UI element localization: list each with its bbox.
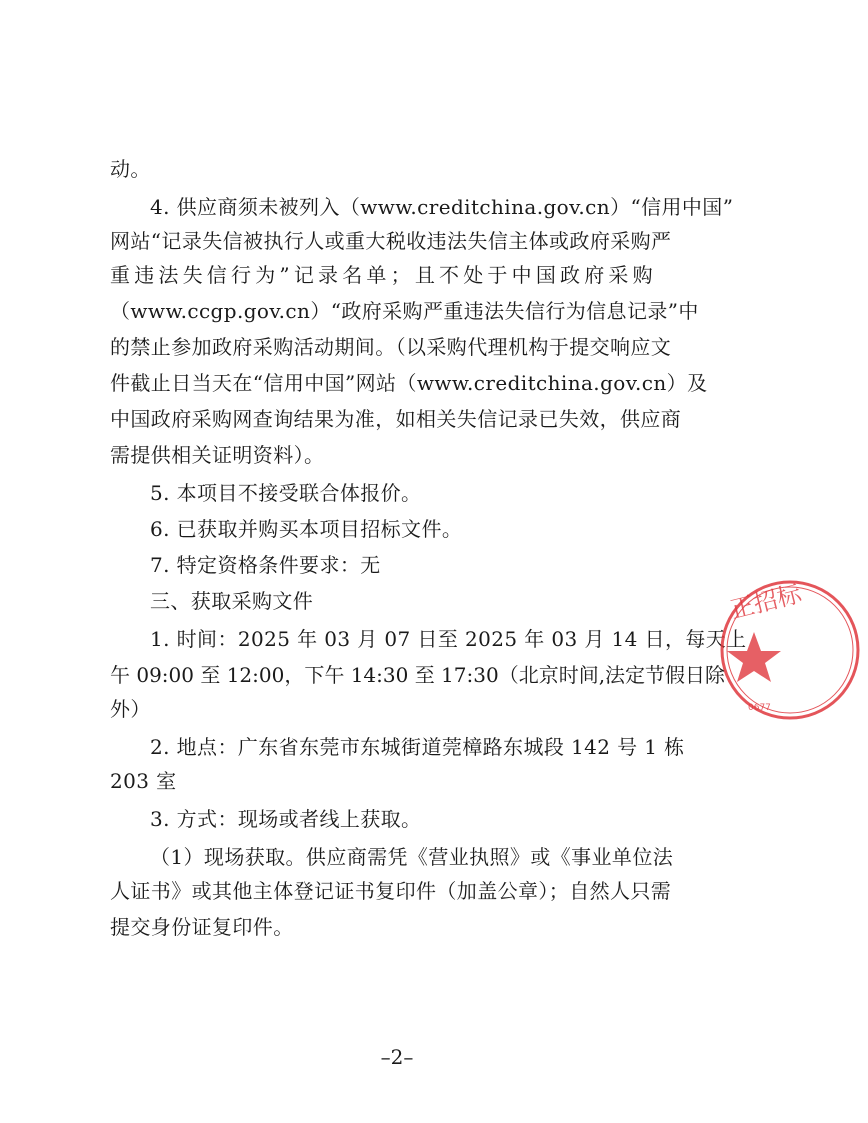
text-line: 7. 特定资格条件要求：无 [150, 553, 381, 577]
text-line: 4. 供应商须未被列入（www.creditchina.gov.cn）“信用中国” [150, 195, 734, 219]
text-line: 5. 本项目不接受联合体报价。 [150, 481, 422, 505]
text-line: 需提供相关证明资料）。 [110, 443, 325, 467]
text-line: 6. 已获取并购买本项目招标文件。 [150, 517, 463, 541]
text-line: 1. 时间：2025 年 03 月 07 日至 2025 年 03 月 14 日，每天上 [150, 627, 747, 651]
text-line: 3. 方式：现场或者线上获取。 [150, 807, 422, 831]
seal-text: 正招标 [727, 579, 805, 625]
text-line: 提交身份证复印件。 [110, 915, 294, 939]
text-line: 外） [110, 697, 151, 721]
text-line: 的禁止参加政府采购活动期间。（以采购代理机构于提交响应文 [110, 335, 672, 359]
text-line: 件截止日当天在“信用中国”网站（www.creditchina.gov.cn）及 [110, 371, 708, 395]
text-line: （1）现场获取。供应商需凭《营业执照》或《事业单位法 [150, 845, 674, 869]
text-line: （www.ccgp.gov.cn）“政府采购严重违法失信行为信息记录”中 [110, 299, 699, 323]
text-line: 2. 地点：广东省东莞市东城街道莞樟路东城段 142 号 1 栋 [150, 735, 685, 759]
text-line: 网站“记录失信被执行人或重大税收违法失信主体或政府采购严 [110, 229, 672, 253]
text-line: 人证书》或其他主体登记证书复印件（加盖公章）；自然人只需 [110, 879, 672, 903]
text-line: 203 室 [110, 769, 177, 793]
page-number: –2– [380, 1045, 414, 1069]
seal-star-icon [727, 632, 781, 682]
text-line: 中国政府采购网查询结果为准，如相关失信记录已失效，供应商 [110, 407, 682, 431]
text-line: 午 09:00 至 12:00，下午 14:30 至 17:30（北京时间,法定节假日除 [110, 663, 726, 687]
seal-number: 0677 [748, 703, 771, 713]
official-seal-stamp [718, 578, 868, 728]
section-heading: 三、获取采购文件 [150, 589, 314, 613]
text-line: 动。 [110, 157, 151, 181]
text-line: 重违法失信行为”记录名单；且不处于中国政府采购 [110, 263, 657, 287]
